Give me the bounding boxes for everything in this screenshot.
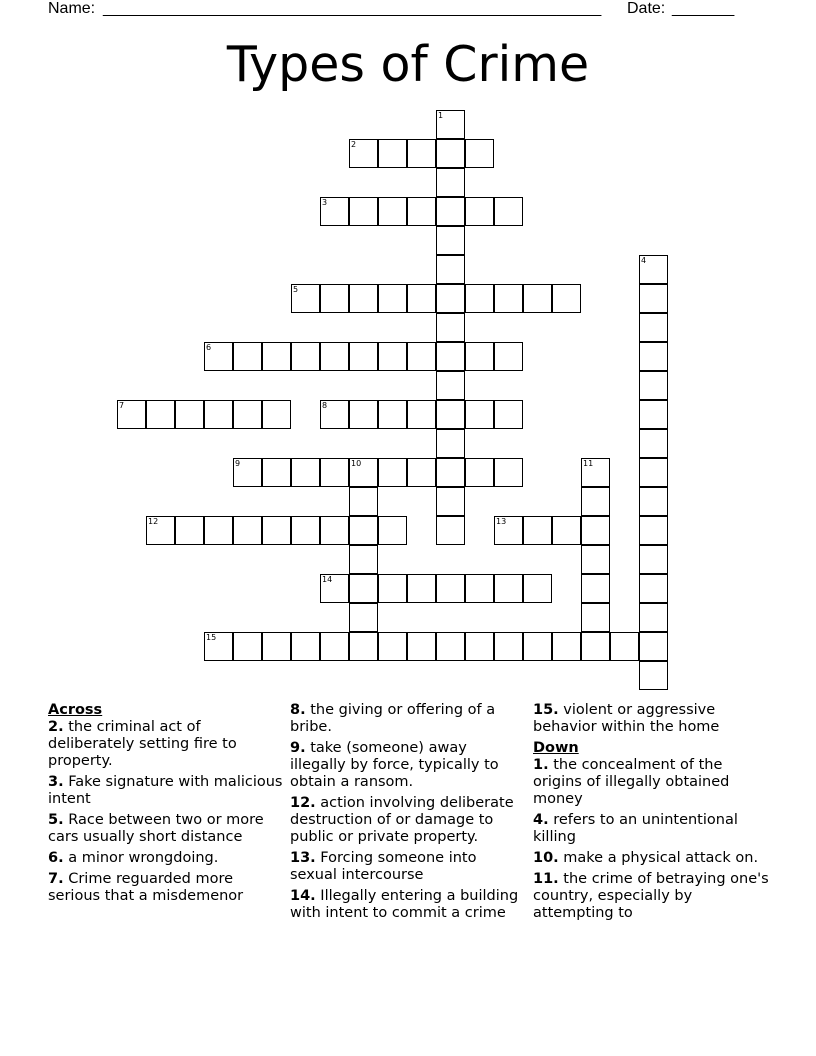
grid-cell[interactable] bbox=[436, 400, 465, 429]
clue-item bbox=[533, 757, 769, 808]
clue-item bbox=[533, 812, 769, 846]
down-heading: Down bbox=[533, 740, 579, 756]
clue-number-2: 2 bbox=[351, 140, 357, 149]
grid-cell[interactable] bbox=[465, 574, 494, 603]
clue-text: action involving deliberate destruction of or damage to public or private property. bbox=[290, 795, 514, 845]
grid-cell[interactable] bbox=[349, 574, 378, 603]
grid-cell[interactable] bbox=[465, 342, 494, 371]
grid-cell[interactable] bbox=[581, 516, 610, 545]
grid-cell[interactable] bbox=[581, 574, 610, 603]
clue-number-8: 8 bbox=[322, 401, 328, 410]
grid-cell[interactable] bbox=[552, 284, 581, 313]
clue-number-3: 3 bbox=[322, 198, 328, 207]
clue-number: 1. bbox=[533, 757, 549, 773]
clue-number: 14. bbox=[290, 888, 316, 904]
grid-cell[interactable] bbox=[610, 632, 639, 661]
grid-cell[interactable] bbox=[436, 458, 465, 487]
clue-number: 12. bbox=[290, 795, 316, 811]
grid-cell[interactable] bbox=[465, 400, 494, 429]
grid-cell[interactable] bbox=[175, 516, 204, 545]
clue-item bbox=[290, 795, 526, 846]
grid-cell[interactable] bbox=[407, 458, 436, 487]
grid-cell[interactable] bbox=[378, 516, 407, 545]
grid-cell[interactable] bbox=[349, 603, 378, 632]
grid-cell[interactable] bbox=[639, 342, 668, 371]
grid-cell[interactable] bbox=[581, 545, 610, 574]
grid-cell[interactable] bbox=[291, 458, 320, 487]
clue-text: Race between two or more cars usually short distance bbox=[48, 812, 264, 845]
clue-item bbox=[533, 702, 769, 736]
grid-cell[interactable] bbox=[378, 139, 407, 168]
grid-cell[interactable] bbox=[494, 342, 523, 371]
clue-number: 4. bbox=[533, 812, 549, 828]
clue-number-14: 14 bbox=[322, 575, 333, 584]
grid-cell[interactable] bbox=[320, 632, 349, 661]
grid-cell[interactable] bbox=[639, 284, 668, 313]
clue-text: a minor wrongdoing. bbox=[63, 850, 219, 866]
grid-cell[interactable] bbox=[349, 632, 378, 661]
grid-cell[interactable] bbox=[639, 545, 668, 574]
clue-text: Fake signature with malicious intent bbox=[48, 774, 283, 807]
clue-number: 8. bbox=[290, 702, 306, 718]
grid-cell[interactable] bbox=[581, 603, 610, 632]
clue-text: the giving or offering of a bribe. bbox=[290, 702, 496, 735]
page-title: Types of Crime bbox=[226, 36, 590, 93]
clue-item bbox=[533, 871, 769, 922]
clue-item bbox=[48, 871, 284, 905]
clue-number: 10. bbox=[533, 850, 559, 866]
clue-number-6: 6 bbox=[206, 343, 212, 352]
grid-cell[interactable] bbox=[523, 574, 552, 603]
clue-number: 15. bbox=[533, 702, 559, 718]
clue-number: 11. bbox=[533, 871, 559, 887]
grid-cell[interactable] bbox=[233, 400, 262, 429]
grid-cell[interactable] bbox=[320, 458, 349, 487]
clue-text: violent or aggressive behavior within the home bbox=[533, 702, 720, 735]
clue-text: make a physical attack on. bbox=[558, 850, 759, 866]
clues-column-1 bbox=[48, 702, 284, 909]
grid-cell[interactable] bbox=[262, 400, 291, 429]
grid-cell[interactable] bbox=[436, 197, 465, 226]
clue-item bbox=[533, 850, 769, 867]
clue-text: the concealment of the origins of illegally obtained money bbox=[533, 757, 730, 807]
grid-cell[interactable] bbox=[262, 632, 291, 661]
clue-number-7: 7 bbox=[119, 401, 125, 410]
grid-cell[interactable] bbox=[262, 516, 291, 545]
clue-number: 2. bbox=[48, 719, 64, 735]
grid-cell[interactable] bbox=[407, 139, 436, 168]
grid-cell[interactable] bbox=[639, 458, 668, 487]
clue-item bbox=[48, 774, 284, 808]
grid-cell[interactable] bbox=[146, 400, 175, 429]
grid-cell[interactable] bbox=[465, 458, 494, 487]
grid-cell[interactable] bbox=[233, 632, 262, 661]
grid-cell[interactable] bbox=[291, 516, 320, 545]
grid-cell[interactable] bbox=[407, 574, 436, 603]
grid-cell[interactable] bbox=[291, 632, 320, 661]
grid-cell[interactable] bbox=[436, 139, 465, 168]
clue-number: 9. bbox=[290, 740, 306, 756]
grid-cell[interactable] bbox=[320, 516, 349, 545]
clue-item bbox=[290, 850, 526, 884]
clues-column-3 bbox=[533, 702, 769, 926]
grid-cell[interactable] bbox=[639, 661, 668, 690]
clue-item bbox=[48, 719, 284, 770]
grid-cell[interactable] bbox=[465, 197, 494, 226]
grid-cell[interactable] bbox=[494, 632, 523, 661]
clue-text: take (someone) away illegally by force, typically to obtain a ransom. bbox=[290, 740, 499, 790]
grid-cell[interactable] bbox=[436, 632, 465, 661]
down-clue-list bbox=[533, 757, 769, 922]
grid-cell[interactable] bbox=[436, 226, 465, 255]
clue-number-1: 1 bbox=[438, 111, 444, 120]
grid-cell[interactable] bbox=[494, 284, 523, 313]
clue-item bbox=[48, 812, 284, 846]
clue-number-9: 9 bbox=[235, 459, 241, 468]
grid-cell[interactable] bbox=[494, 574, 523, 603]
grid-cell[interactable] bbox=[494, 458, 523, 487]
clue-number-5: 5 bbox=[293, 285, 299, 294]
clue-item bbox=[290, 702, 526, 736]
grid-cell[interactable] bbox=[378, 574, 407, 603]
grid-cell[interactable] bbox=[233, 342, 262, 371]
grid-cell[interactable] bbox=[349, 342, 378, 371]
grid-cell[interactable] bbox=[436, 255, 465, 284]
grid-cell[interactable] bbox=[436, 284, 465, 313]
grid-cell[interactable] bbox=[204, 516, 233, 545]
grid-cell[interactable] bbox=[407, 284, 436, 313]
grid-cell[interactable] bbox=[639, 632, 668, 661]
grid-cell[interactable] bbox=[436, 168, 465, 197]
grid-cell[interactable] bbox=[436, 516, 465, 545]
grid-cell[interactable] bbox=[523, 284, 552, 313]
grid-cell[interactable] bbox=[378, 400, 407, 429]
grid-cell[interactable] bbox=[349, 284, 378, 313]
grid-cell[interactable] bbox=[349, 400, 378, 429]
grid-cell[interactable] bbox=[639, 371, 668, 400]
name-line[interactable]: ________________________________________________________ bbox=[103, 0, 602, 17]
clue-text: the criminal act of deliberately setting fire to property. bbox=[48, 719, 237, 769]
grid-cell[interactable] bbox=[465, 632, 494, 661]
grid-cell[interactable] bbox=[407, 342, 436, 371]
clue-text: Forcing someone into sexual intercourse bbox=[290, 850, 477, 883]
grid-cell[interactable] bbox=[639, 313, 668, 342]
clue-number-11: 11 bbox=[583, 459, 594, 468]
grid-cell[interactable] bbox=[494, 400, 523, 429]
clue-text: refers to an unintentional killing bbox=[533, 812, 738, 845]
clue-text: the crime of betraying one's country, especially by attempting to bbox=[533, 871, 769, 921]
grid-cell[interactable] bbox=[175, 400, 204, 429]
clue-number-4: 4 bbox=[641, 256, 647, 265]
grid-cell[interactable] bbox=[465, 284, 494, 313]
clue-number-10: 10 bbox=[351, 459, 362, 468]
grid-cell[interactable] bbox=[436, 342, 465, 371]
clue-number: 13. bbox=[290, 850, 316, 866]
clue-number: 6. bbox=[48, 850, 64, 866]
grid-cell[interactable] bbox=[262, 342, 291, 371]
clue-text: Illegally entering a building with intent to commit a crime bbox=[290, 888, 519, 921]
grid-cell[interactable] bbox=[378, 632, 407, 661]
grid-cell[interactable] bbox=[378, 197, 407, 226]
grid-cell[interactable] bbox=[581, 632, 610, 661]
across-clue-list-end bbox=[533, 702, 769, 736]
grid-cell[interactable] bbox=[436, 429, 465, 458]
clues-column-2 bbox=[290, 702, 526, 926]
grid-cell[interactable] bbox=[407, 197, 436, 226]
grid-cell[interactable] bbox=[378, 342, 407, 371]
date-line[interactable]: _______ bbox=[672, 0, 735, 17]
grid-cell[interactable] bbox=[523, 632, 552, 661]
grid-cell[interactable] bbox=[291, 342, 320, 371]
grid-cell[interactable] bbox=[349, 516, 378, 545]
grid-cell[interactable] bbox=[378, 458, 407, 487]
clue-item bbox=[48, 850, 284, 867]
grid-cell[interactable] bbox=[262, 458, 291, 487]
grid-cell[interactable] bbox=[436, 313, 465, 342]
clue-item bbox=[290, 888, 526, 922]
grid-cell[interactable] bbox=[349, 545, 378, 574]
grid-cell[interactable] bbox=[523, 516, 552, 545]
name-label: Name: bbox=[48, 0, 96, 17]
clue-item bbox=[290, 740, 526, 791]
grid-cell[interactable] bbox=[378, 284, 407, 313]
grid-cell[interactable] bbox=[233, 516, 262, 545]
grid-cell[interactable] bbox=[639, 400, 668, 429]
across-clue-list-continued bbox=[290, 702, 526, 922]
grid-cell[interactable] bbox=[639, 487, 668, 516]
grid-cell[interactable] bbox=[552, 516, 581, 545]
grid-cell[interactable] bbox=[407, 400, 436, 429]
grid-cell[interactable] bbox=[639, 603, 668, 632]
grid-cell[interactable] bbox=[436, 487, 465, 516]
grid-cell[interactable] bbox=[349, 197, 378, 226]
grid-cell[interactable] bbox=[349, 487, 378, 516]
across-heading: Across bbox=[48, 702, 103, 718]
date-label: Date: bbox=[627, 0, 666, 17]
grid-cell[interactable] bbox=[465, 139, 494, 168]
clue-number: 7. bbox=[48, 871, 64, 887]
grid-cell[interactable] bbox=[552, 632, 581, 661]
across-clue-list bbox=[48, 719, 284, 905]
clue-number-15: 15 bbox=[206, 633, 217, 642]
clue-number-12: 12 bbox=[148, 517, 159, 526]
clue-number-13: 13 bbox=[496, 517, 507, 526]
grid-cell[interactable] bbox=[639, 516, 668, 545]
grid-cell[interactable] bbox=[204, 400, 233, 429]
grid-cell[interactable] bbox=[320, 284, 349, 313]
grid-cell[interactable] bbox=[639, 574, 668, 603]
clue-number: 3. bbox=[48, 774, 64, 790]
grid-cell[interactable] bbox=[436, 371, 465, 400]
clue-number: 5. bbox=[48, 812, 64, 828]
grid-cell[interactable] bbox=[639, 429, 668, 458]
grid-cell[interactable] bbox=[581, 487, 610, 516]
clue-text: Crime reguarded more serious that a misdemenor bbox=[48, 871, 244, 904]
grid-cell[interactable] bbox=[494, 197, 523, 226]
grid-cell[interactable] bbox=[407, 632, 436, 661]
grid-cell[interactable] bbox=[436, 574, 465, 603]
grid-cell[interactable] bbox=[320, 342, 349, 371]
